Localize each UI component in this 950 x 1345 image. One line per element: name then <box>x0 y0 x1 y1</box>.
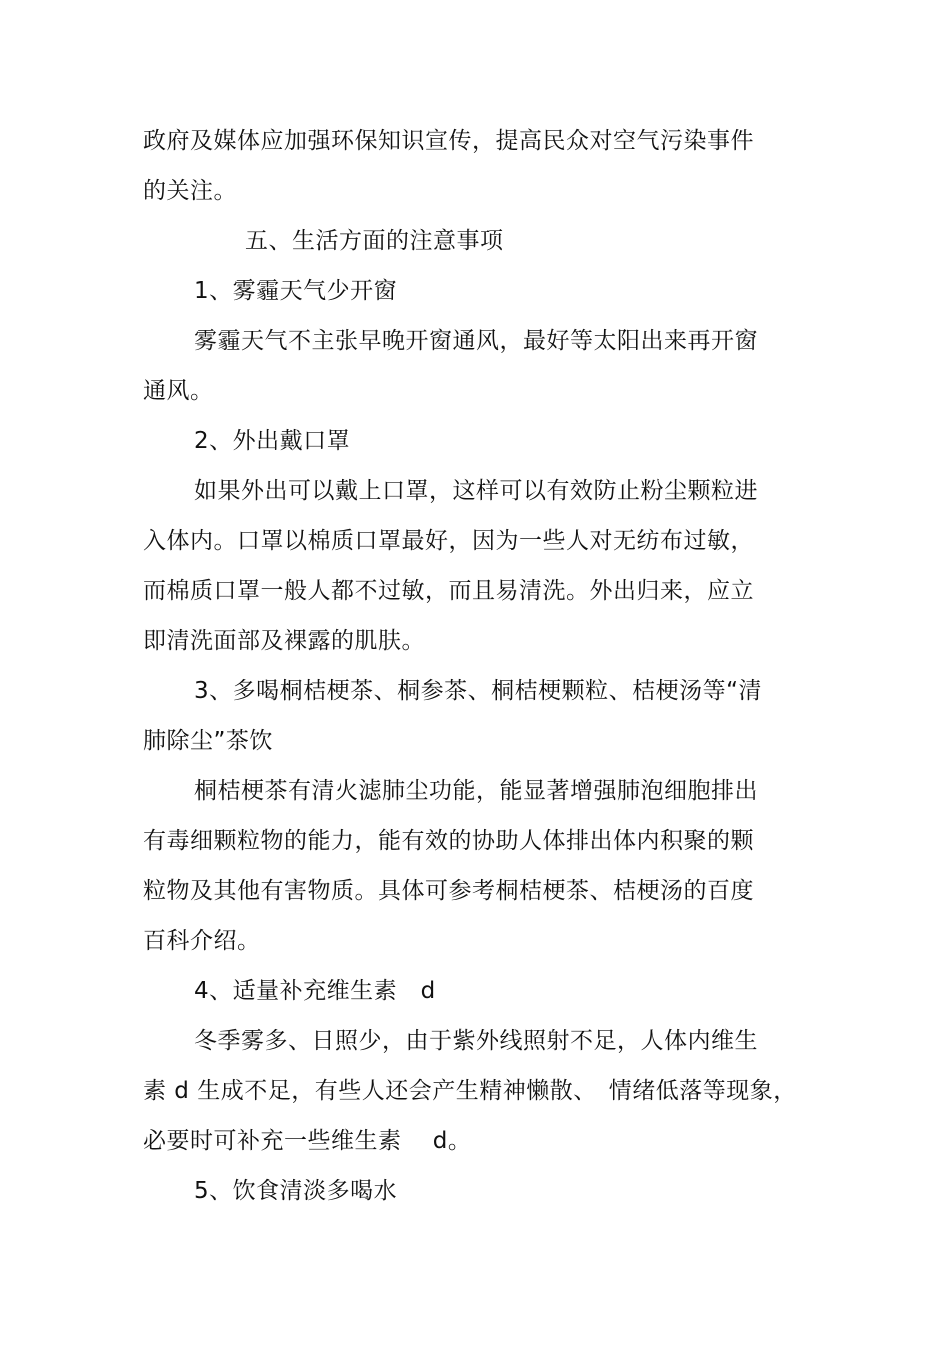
section-heading: 五、生活方面的注意事项 <box>245 228 504 254</box>
subheading: 3、多喝桐桔梗茶、桐参茶、桐桔梗颗粒、桔梗汤等“清 <box>194 678 763 704</box>
paragraph-line: 即清洗面部及裸露的肌肤。 <box>143 628 425 654</box>
paragraph-line: 素 d 生成不足，有些人还会产生精神懒散、 情绪低落等现象， <box>143 1078 797 1104</box>
subheading: 5、饮食清淡多喝水 <box>194 1178 398 1204</box>
paragraph-line: 政府及媒体应加强环保知识宣传，提高民众对空气污染事件 <box>143 128 754 154</box>
paragraph-line: 必要时可补充一些维生素 d。 <box>143 1128 472 1154</box>
subheading: 肺除尘”茶饮 <box>143 728 273 754</box>
paragraph-line: 而棉质口罩一般人都不过敏，而且易清洗。外出归来，应立 <box>143 578 754 604</box>
paragraph-line: 有毒细颗粒物的能力，能有效的协助人体排出体内积聚的颗 <box>143 828 754 854</box>
paragraph-line: 桐桔梗茶有清火滤肺尘功能，能显著增强肺泡细胞排出 <box>194 778 758 804</box>
paragraph-line: 冬季雾多、日照少，由于紫外线照射不足，人体内维生 <box>194 1028 758 1054</box>
paragraph-line: 如果外出可以戴上口罩，这样可以有效防止粉尘颗粒进 <box>194 478 758 504</box>
paragraph-line: 通风。 <box>143 378 214 404</box>
paragraph-line: 百科介绍。 <box>143 928 261 954</box>
subheading: 2、外出戴口罩 <box>194 428 351 454</box>
paragraph-line: 入体内。口罩以棉质口罩最好，因为一些人对无纺布过敏， <box>143 528 754 554</box>
paragraph-line: 的关注。 <box>143 178 237 204</box>
paragraph-line: 粒物及其他有害物质。具体可参考桐桔梗茶、桔梗汤的百度 <box>143 878 754 904</box>
subheading: 1、雾霾天气少开窗 <box>194 278 398 304</box>
paragraph-line: 雾霾天气不主张早晚开窗通风，最好等太阳出来再开窗 <box>194 328 758 354</box>
subheading: 4、适量补充维生素 d <box>194 978 436 1004</box>
